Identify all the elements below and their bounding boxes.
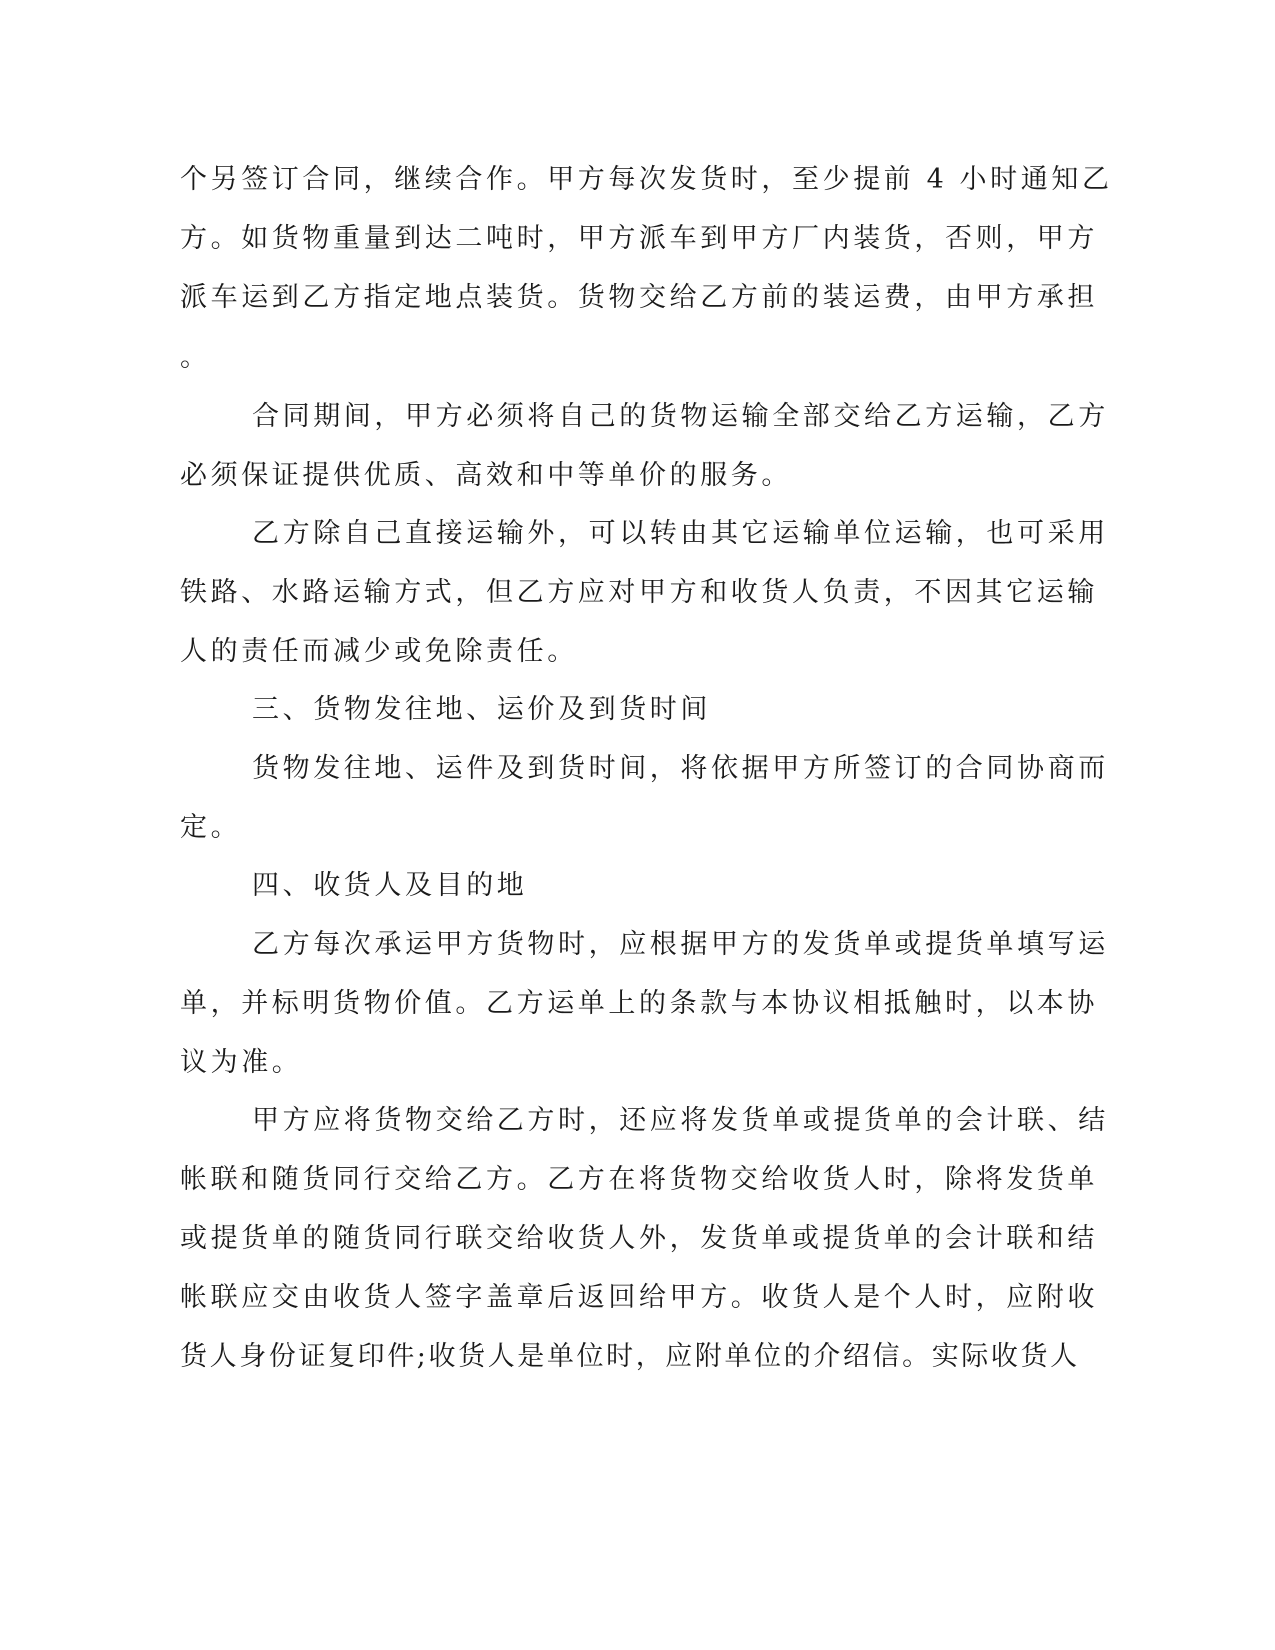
paragraph-start: 合同期间，甲方必须将自己的货物运输全部交给乙方运输，乙方 — [252, 401, 1109, 432]
text-line: 铁路、水路运输方式，但乙方应对甲方和收货人负责，不因其它运输 — [180, 577, 1098, 608]
section-heading: 四、收货人及目的地 — [252, 870, 528, 901]
paragraph-start: 乙方除自己直接运输外，可以转由其它运输单位运输，也可采用 — [252, 518, 1109, 549]
text-line: 人的责任而减少或免除责任。 — [180, 636, 578, 667]
text-line: 货人身份证复印件;收货人是单位时，应附单位的介绍信。实际收货人 — [180, 1341, 1080, 1372]
text-line: 帐联应交由收货人签字盖章后返回给甲方。收货人是个人时，应附收 — [180, 1282, 1098, 1313]
text-line: 个另签订合同，继续合作。甲方每次发货时，至少提前 4 小时通知乙 — [180, 164, 1113, 195]
text-line: 或提货单的随货同行联交给收货人外，发货单或提货单的会计联和结 — [180, 1223, 1098, 1254]
text-line: 单，并标明货物价值。乙方运单上的条款与本协议相抵触时，以本协 — [180, 988, 1098, 1019]
paragraph-start: 货物发往地、运件及到货时间，将依据甲方所签订的合同协商而 — [252, 753, 1109, 784]
paragraph-start: 乙方每次承运甲方货物时，应根据甲方的发货单或提货单填写运 — [252, 929, 1109, 960]
text-line: 。 — [180, 342, 211, 373]
text-line: 议为准。 — [180, 1047, 303, 1078]
text-line: 必须保证提供优质、高效和中等单价的服务。 — [180, 460, 792, 491]
text-line: 方。如货物重量到达二吨时，甲方派车到甲方厂内装货，否则，甲方 — [180, 223, 1098, 254]
paragraph-start: 甲方应将货物交给乙方时，还应将发货单或提货单的会计联、结 — [252, 1105, 1109, 1136]
text-line: 定。 — [180, 812, 242, 843]
text-line: 派车运到乙方指定地点装货。货物交给乙方前的装运费，由甲方承担 — [180, 282, 1098, 313]
text-line: 帐联和随货同行交给乙方。乙方在将货物交给收货人时，除将发货单 — [180, 1164, 1098, 1195]
section-heading: 三、货物发往地、运价及到货时间 — [252, 694, 711, 725]
